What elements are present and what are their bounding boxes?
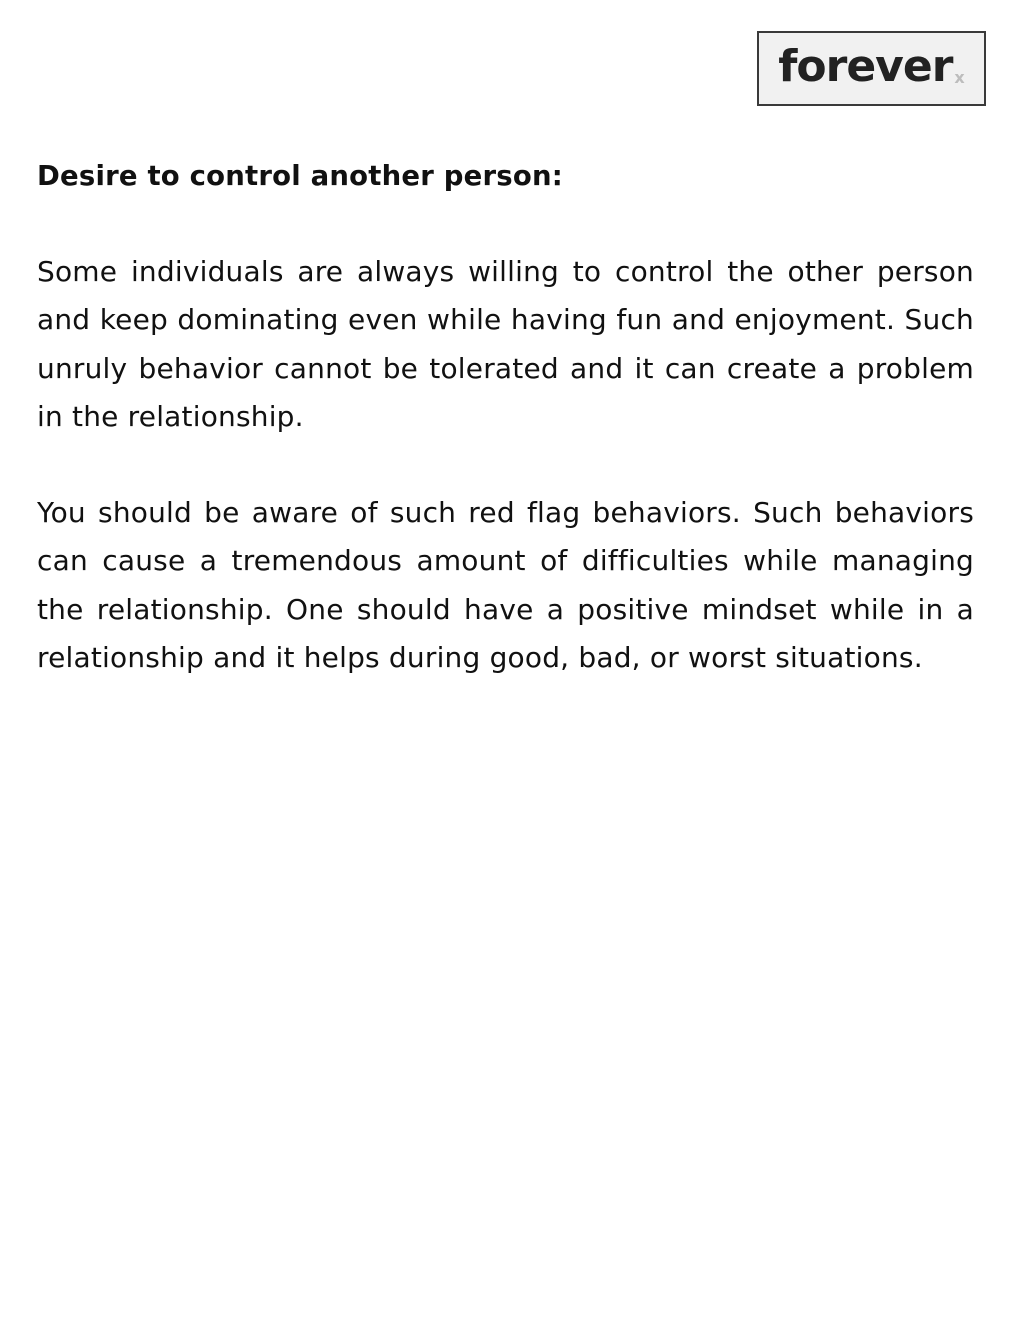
article-body <box>37 152 974 682</box>
paragraph-1: Some individuals are always willing to control the other person and keep dominating even while having fun and enjoyment. Such unruly behavior cannot be tolerated and it can create a problem in the relationship. <box>37 255 974 433</box>
paragraph-2: You should be aware of such red flag behaviors. Such behaviors can cause a tremendous amount of difficulties while managing the relationship. One should have a positive mindset while in a relationship and it helps during good, bad, or worst situations. <box>37 496 974 675</box>
logo-suffix: x <box>954 68 965 87</box>
brand-logo <box>757 31 986 106</box>
section-heading: Desire to control another person: <box>37 160 563 192</box>
logo-wordmark: forever <box>778 40 953 92</box>
